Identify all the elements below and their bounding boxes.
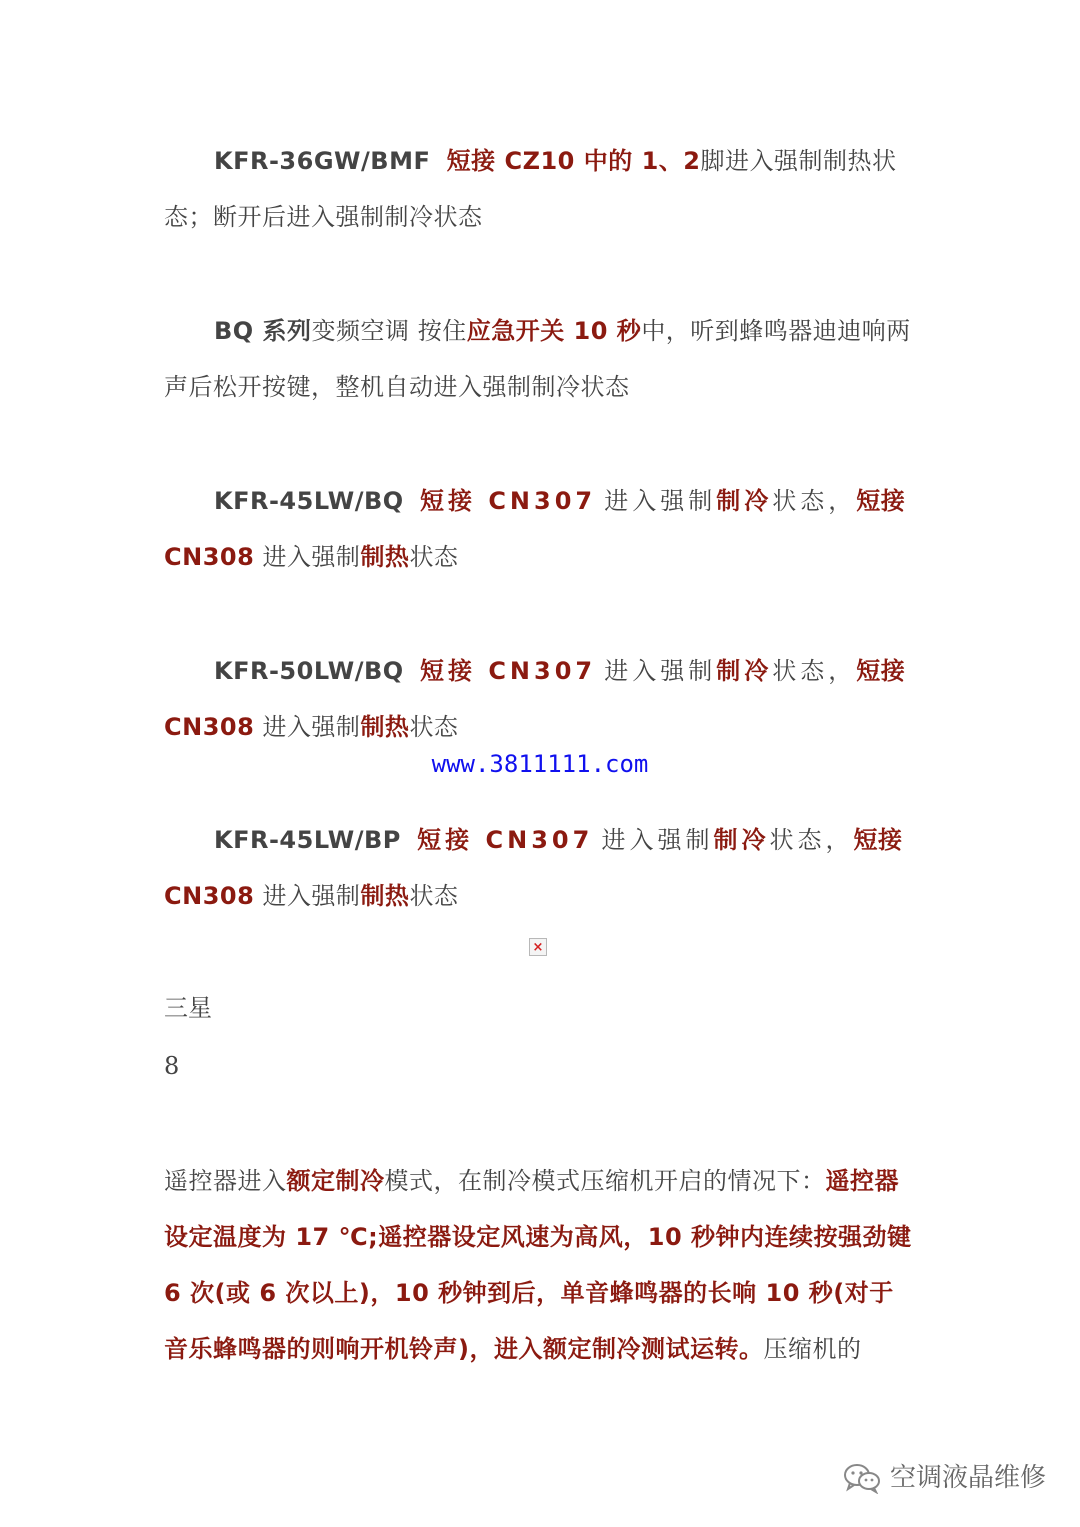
paragraph-bq-series <box>164 303 916 415</box>
emphasis-text: 制冷 <box>716 487 773 515</box>
body-text: 脚进入强制制热状态；断开后进入强制制冷状态 <box>164 147 897 231</box>
emphasis-text: 应急开关 10 秒 <box>466 317 642 345</box>
body-text: 状态 <box>409 713 459 741</box>
emphasis-text: 短接 CN307 <box>417 826 594 854</box>
body-text: 进入强制 <box>601 826 714 854</box>
emphasis-text: 短接 CN308 <box>164 657 906 741</box>
model-name: KFR-45LW/BQ <box>214 487 404 515</box>
watermark-url: www.3811111.com <box>431 750 649 778</box>
broken-image-icon: × <box>529 938 547 956</box>
body-text: 遥控器进入 <box>164 1167 287 1195</box>
emphasis-text: 遥控器设定温度为 17 ℃;遥控器设定风速为高风，10 秒钟内连续按强劲键 6 次(或 6 次以上)，10 秒钟到后，单音蜂鸣器的长响 10 秒(对于音乐蜂鸣器的则响开机铃声)，进入额定制冷测试运转。 <box>164 1167 912 1363</box>
emphasis-text: 额定制冷 <box>286 1167 385 1195</box>
body-text: 状态 <box>409 543 459 571</box>
model-name: KFR-45LW/BP <box>214 826 401 854</box>
body-text: 中，听到蜂鸣器迪迪响两声后松开按键，整机自动进入强制制冷状态 <box>164 317 911 401</box>
emphasis-text: 制热 <box>360 543 410 571</box>
body-text: 进入强制 <box>262 882 361 910</box>
brand-heading: 三星 <box>164 994 212 1022</box>
body-text: 压缩机的 <box>763 1335 862 1363</box>
body-text: 模式，在制冷模式压缩机开启的情况下： <box>384 1167 826 1195</box>
emphasis-text: 短接 CN307 <box>419 657 597 685</box>
emphasis-text: 短接 CN307 <box>419 487 597 515</box>
account-footer <box>842 1460 1046 1496</box>
paragraph-kfr-50lw-bq <box>164 643 916 755</box>
body-text: 进入强制 <box>604 487 717 515</box>
body-text: 状态， <box>769 826 854 854</box>
model-name: KFR-50LW/BQ <box>214 657 404 685</box>
emphasis-text: 制热 <box>360 882 410 910</box>
body-text: 进入强制 <box>262 713 361 741</box>
account-name: 空调液晶维修 <box>889 1463 1046 1493</box>
paragraph-kfr-36gw <box>164 133 916 245</box>
paragraph-kfr-45lw-bp <box>164 812 916 924</box>
body-text: 进入强制 <box>604 657 717 685</box>
emphasis-text: 短接 CN308 <box>164 826 903 910</box>
emphasis-text: 制冷 <box>713 826 770 854</box>
emphasis-text: 制热 <box>360 713 410 741</box>
body-text: 进入强制 <box>262 543 361 571</box>
body-text: 状态 <box>409 882 459 910</box>
wechat-icon <box>842 1462 882 1494</box>
page-number-text: 8 <box>164 1052 180 1080</box>
body-text: 状态， <box>772 657 857 685</box>
body-text: 状态， <box>772 487 857 515</box>
paragraph-kfr-45lw-bq <box>164 473 916 585</box>
model-name: KFR-36GW/BMF <box>214 147 431 175</box>
emphasis-text: 短接 CN308 <box>164 487 906 571</box>
body-text: 变频空调 按住 <box>311 317 467 345</box>
emphasis-text: 短接 CZ10 中的 1、2 <box>446 147 701 175</box>
model-name: BQ 系列 <box>214 317 312 345</box>
emphasis-text: 制冷 <box>716 657 773 685</box>
paragraph-samsung-rated-cooling <box>164 1153 916 1377</box>
